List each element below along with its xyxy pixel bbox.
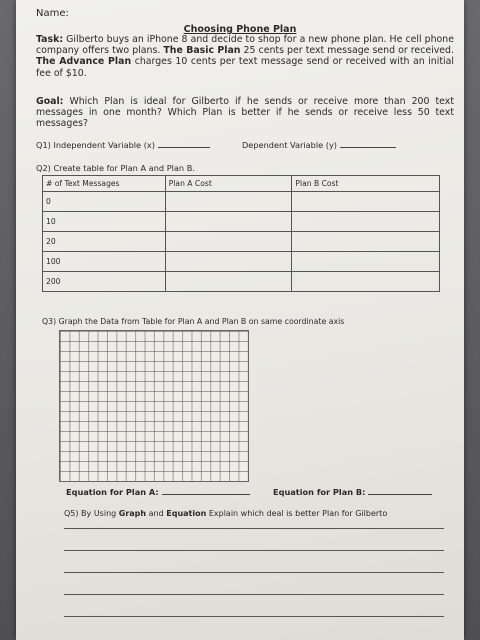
equation-plan-a-blank[interactable] [162, 486, 250, 495]
advance-plan-label: The Advance Plan [36, 56, 132, 68]
equation-plan-b [273, 486, 432, 497]
page-title: Choosing Phone Plan [183, 24, 297, 35]
q5-equation-word: Equation [166, 509, 207, 518]
answer-line-3[interactable] [64, 572, 444, 573]
q5-prompt [64, 509, 387, 518]
plan-a-cell[interactable] [165, 252, 292, 272]
messages-cell: 10 [43, 212, 166, 232]
q3-prompt: Q3) Graph the Data from Table for Plan A and Plan B on same coordinate axis [42, 317, 345, 326]
plan-b-cell[interactable] [292, 232, 440, 252]
table-header-row [43, 176, 440, 192]
plan-a-cell[interactable] [165, 272, 292, 292]
messages-cell: 100 [43, 252, 166, 272]
answer-line-4[interactable] [64, 594, 444, 595]
task-label: Task: [36, 34, 64, 45]
plan-b-cell[interactable] [292, 212, 440, 232]
q5-graph-word: Graph [118, 509, 147, 518]
goal-paragraph [36, 96, 454, 130]
dependent-variable-blank[interactable] [340, 139, 396, 148]
table-row [43, 252, 440, 272]
equation-plan-b-label: Equation for Plan B: [273, 487, 366, 497]
table-row [43, 232, 440, 252]
answer-line-5[interactable] [64, 616, 444, 617]
plan-b-cell[interactable] [292, 252, 440, 272]
equation-plan-a-label: Equation for Plan A: [66, 487, 159, 497]
equation-plan-b-blank[interactable] [368, 486, 432, 495]
table-row [43, 212, 440, 232]
column-header-plan-a: Plan A Cost [165, 176, 292, 192]
task-paragraph [36, 34, 454, 79]
task-text-2: 25 cents per text message send or received. [240, 45, 454, 57]
messages-cell: 0 [43, 192, 166, 212]
q5-suffix: Explain which deal is better Plan for Gilberto [206, 509, 388, 518]
messages-cell: 200 [43, 272, 166, 292]
column-header-messages: # of Text Messages [43, 176, 166, 192]
plan-a-cell[interactable] [165, 212, 292, 232]
table-row [43, 272, 440, 292]
worksheet-page [16, 0, 464, 640]
answer-line-1[interactable] [64, 528, 444, 529]
dependent-variable-label: Dependent Variable (y) [242, 140, 337, 150]
column-header-plan-b: Plan B Cost [292, 176, 440, 192]
q5-middle: and [146, 509, 167, 518]
task-text-1: Gilberto buys an iPhone 8 and decide to shop for a new phone plan. He cell phone company offers two plans. [36, 34, 454, 57]
name-label: Name: [36, 8, 69, 19]
q2-prompt: Q2) Create table for Plan A and Plan B. [36, 163, 195, 173]
q1-dependent [242, 139, 396, 150]
graph-paper-grid[interactable] [59, 330, 249, 482]
plan-cost-table [42, 175, 440, 292]
plan-b-cell[interactable] [292, 192, 440, 212]
goal-label: Goal: [36, 96, 64, 107]
table-row [43, 192, 440, 212]
equation-plan-a [66, 486, 250, 497]
plan-a-cell[interactable] [165, 192, 292, 212]
q5-prefix: Q5) By Using [64, 509, 119, 518]
independent-variable-label: Q1) Independent Variable (x) [36, 140, 155, 150]
basic-plan-label: The Basic Plan [163, 45, 241, 57]
plan-b-cell[interactable] [292, 272, 440, 292]
task-text-3: charges 10 cents per text message send or received with an initial fee of $10. [36, 56, 454, 79]
goal-text: Which Plan is ideal for Gilberto if he sends or receive more than 200 text messages in one month? Which Plan is better if he sends or receive less 50 text messages? [36, 96, 454, 130]
answer-line-2[interactable] [64, 550, 444, 551]
independent-variable-blank[interactable] [158, 139, 210, 148]
messages-cell: 20 [43, 232, 166, 252]
plan-a-cell[interactable] [165, 232, 292, 252]
q1-independent [36, 139, 210, 150]
